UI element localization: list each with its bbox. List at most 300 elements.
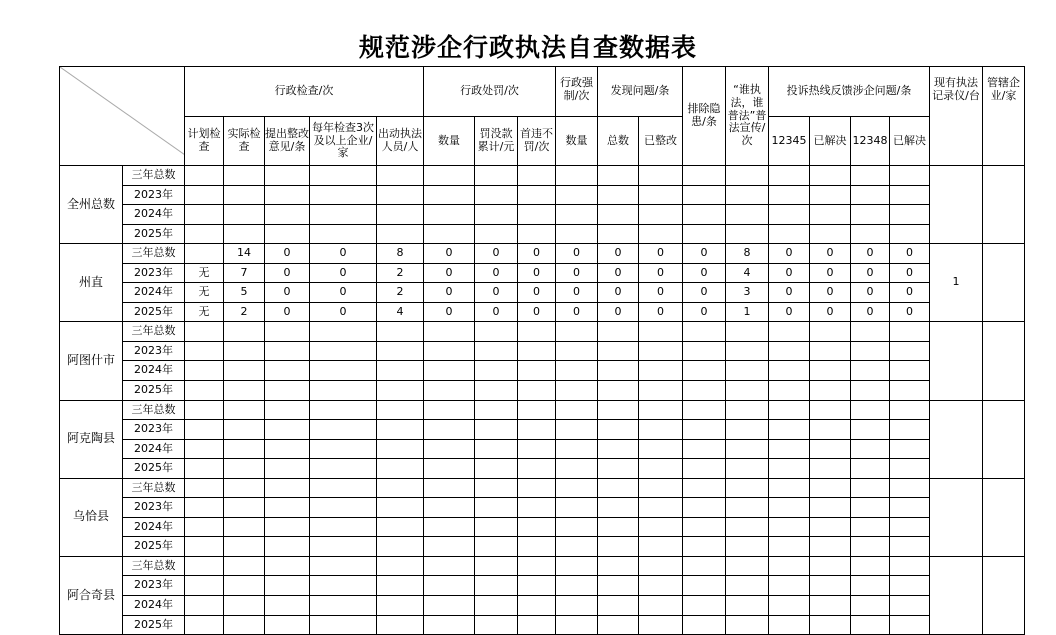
data-cell: 0 [683,283,726,303]
data-cell [683,166,726,186]
data-cell [639,596,683,616]
table-row [60,517,1025,537]
period-label: 2023年 [123,498,185,518]
data-cell [185,185,224,205]
data-cell [265,556,310,576]
data-cell [424,517,475,537]
data-cell [639,420,683,440]
data-cell [224,537,265,557]
data-cell [377,439,424,459]
data-cell [310,166,377,186]
data-cell [726,439,769,459]
data-cell [265,361,310,381]
data-cell [310,381,377,401]
data-cell [377,517,424,537]
data-cell [851,185,890,205]
data-cell [310,439,377,459]
data-cell: 0 [769,283,810,303]
data-cell [890,400,930,420]
data-cell [598,615,639,635]
data-cell [683,517,726,537]
data-cell: 0 [475,263,518,283]
header-enforcement: 行政强制/次 [556,67,598,117]
data-cell [726,498,769,518]
data-cell [851,439,890,459]
data-cell [475,517,518,537]
data-cell [265,420,310,440]
data-cell [310,341,377,361]
data-cell [890,556,930,576]
data-cell [424,420,475,440]
table-row [60,381,1025,401]
data-cell: 0 [810,263,851,283]
data-cell [424,596,475,616]
data-cell [377,166,424,186]
data-cell [185,439,224,459]
data-cell [265,459,310,479]
data-cell: 0 [265,302,310,322]
data-cell [598,596,639,616]
data-cell [310,478,377,498]
data-cell [810,576,851,596]
data-cell: 4 [726,263,769,283]
data-cell [890,361,930,381]
data-cell [556,185,598,205]
data-cell [185,322,224,342]
data-cell [639,205,683,225]
data-cell [224,381,265,401]
data-cell [598,224,639,244]
data-cell [769,537,810,557]
data-cell [810,556,851,576]
data-cell [683,185,726,205]
data-cell: 0 [639,263,683,283]
data-cell [424,185,475,205]
data-cell: 0 [265,244,310,264]
data-cell [518,459,556,479]
period-label: 2024年 [123,361,185,381]
data-cell [556,498,598,518]
data-cell: 0 [556,263,598,283]
header-fine: 罚没款累计/元 [475,117,518,166]
data-cell [810,322,851,342]
data-cell [475,205,518,225]
data-cell [424,498,475,518]
data-cell [475,341,518,361]
data-cell [556,166,598,186]
data-cell [726,556,769,576]
data-cell [890,596,930,616]
data-cell [424,478,475,498]
table-row [60,596,1025,616]
data-cell: 8 [726,244,769,264]
table-row [60,224,1025,244]
data-cell [310,224,377,244]
table-row [60,400,1025,420]
data-cell [377,361,424,381]
data-cell [377,537,424,557]
data-cell [556,224,598,244]
data-cell [475,615,518,635]
data-cell [810,400,851,420]
data-cell [639,478,683,498]
data-cell [683,459,726,479]
data-cell [598,205,639,225]
table-row [60,205,1025,225]
data-cell [424,361,475,381]
data-cell [639,185,683,205]
data-cell [810,361,851,381]
data-cell [475,166,518,186]
data-cell [265,322,310,342]
data-cell: 0 [424,244,475,264]
data-cell [683,615,726,635]
data-cell [185,576,224,596]
data-cell [769,400,810,420]
data-cell [810,517,851,537]
data-cell [769,185,810,205]
data-cell [224,205,265,225]
data-cell [518,420,556,440]
data-cell [265,400,310,420]
data-cell: 0 [769,302,810,322]
data-cell [224,556,265,576]
data-cell [598,517,639,537]
data-cell [185,556,224,576]
data-cell [769,615,810,635]
data-cell [185,459,224,479]
data-cell [639,341,683,361]
period-label: 三年总数 [123,400,185,420]
data-cell: 0 [639,302,683,322]
data-cell [810,459,851,479]
data-cell: 0 [518,283,556,303]
data-cell [639,537,683,557]
header-12348-solved: 已解决 [890,117,930,166]
data-cell [890,224,930,244]
data-cell [890,498,930,518]
enterprises-cell [983,478,1025,556]
data-cell [810,498,851,518]
data-cell [224,420,265,440]
data-cell: 0 [310,263,377,283]
data-cell [810,185,851,205]
data-cell [639,322,683,342]
data-cell [890,478,930,498]
data-cell [851,224,890,244]
data-cell [265,615,310,635]
header-pen-count: 数量 [424,117,475,166]
data-cell [851,459,890,479]
data-cell [851,615,890,635]
data-cell: 0 [310,244,377,264]
data-cell [377,556,424,576]
period-label: 2023年 [123,576,185,596]
data-cell: 0 [556,283,598,303]
data-cell [556,556,598,576]
data-cell [683,576,726,596]
data-cell [475,185,518,205]
period-label: 2024年 [123,439,185,459]
table-row [60,263,1025,283]
data-cell [475,381,518,401]
data-cell [890,166,930,186]
data-cell [424,439,475,459]
data-cell: 0 [265,283,310,303]
header-penalty-group: 行政处罚/次 [424,67,556,117]
period-label: 2025年 [123,224,185,244]
data-cell [518,166,556,186]
data-cell [224,478,265,498]
header-issue-total: 总数 [598,117,639,166]
data-cell [556,381,598,401]
data-cell [851,498,890,518]
header-12345: 12345 [769,117,810,166]
data-cell [424,205,475,225]
data-cell [639,576,683,596]
data-cell [475,576,518,596]
data-cell: 0 [890,244,930,264]
data-cell: 0 [890,283,930,303]
data-cell [810,439,851,459]
data-cell [726,517,769,537]
data-cell [518,341,556,361]
data-cell [683,381,726,401]
data-cell [265,537,310,557]
data-cell [556,459,598,479]
data-cell [726,459,769,479]
data-cell [683,322,726,342]
data-cell [683,498,726,518]
data-cell [683,556,726,576]
recorders-cell [930,166,983,244]
data-cell [639,400,683,420]
header-hotline-group: 投诉热线反馈涉企问题/条 [769,67,930,117]
region-name: 全州总数 [60,166,123,244]
data-cell: 0 [598,263,639,283]
data-cell [726,322,769,342]
period-label: 三年总数 [123,166,185,186]
table-row [60,439,1025,459]
data-cell [475,400,518,420]
header-inspection-group: 行政检查/次 [185,67,424,117]
data-cell: 0 [890,302,930,322]
table-row [60,537,1025,557]
data-cell [556,576,598,596]
data-cell [639,517,683,537]
data-cell [851,322,890,342]
data-cell [518,615,556,635]
data-cell [810,537,851,557]
period-label: 2025年 [123,615,185,635]
data-cell [726,361,769,381]
data-cell [683,341,726,361]
data-cell [769,322,810,342]
data-cell [518,224,556,244]
table-row [60,498,1025,518]
data-cell [265,517,310,537]
data-cell [475,537,518,557]
data-cell: 8 [377,244,424,264]
data-cell [556,205,598,225]
data-cell: 5 [224,283,265,303]
data-cell [475,556,518,576]
data-cell [639,381,683,401]
data-cell [851,341,890,361]
data-cell [598,166,639,186]
data-cell: 0 [890,263,930,283]
data-cell [598,459,639,479]
data-cell [851,596,890,616]
data-cell [726,420,769,440]
data-cell [310,459,377,479]
data-cell: 0 [683,263,726,283]
period-label: 2024年 [123,283,185,303]
table-row [60,185,1025,205]
data-cell [810,205,851,225]
data-cell [377,185,424,205]
data-cell [518,185,556,205]
data-cell [851,517,890,537]
enterprises-cell [983,556,1025,634]
data-cell [224,615,265,635]
data-cell: 0 [310,302,377,322]
data-cell: 0 [424,283,475,303]
data-cell [890,381,930,401]
data-cell [424,341,475,361]
data-cell [851,420,890,440]
data-cell [475,498,518,518]
header-first-no: 首违不罚/次 [518,117,556,166]
data-cell [310,400,377,420]
data-cell [224,596,265,616]
data-cell [185,498,224,518]
data-cell [851,361,890,381]
data-cell [265,576,310,596]
table-row [60,341,1025,361]
data-cell [265,224,310,244]
data-cell [769,576,810,596]
data-cell [890,420,930,440]
data-cell [810,420,851,440]
table-row [60,556,1025,576]
data-cell [890,341,930,361]
data-cell: 0 [556,302,598,322]
data-cell [424,224,475,244]
data-cell [556,439,598,459]
data-cell: 无 [185,263,224,283]
data-cell [639,498,683,518]
data-cell [224,341,265,361]
data-cell [310,517,377,537]
data-cell [598,400,639,420]
recorders-cell [930,478,983,556]
data-cell [310,185,377,205]
data-cell [556,322,598,342]
data-cell [851,205,890,225]
data-cell [224,459,265,479]
data-cell [310,420,377,440]
data-cell [769,498,810,518]
period-label: 2025年 [123,537,185,557]
data-cell [810,341,851,361]
table-row [60,322,1025,342]
data-cell: 0 [851,302,890,322]
data-cell [377,576,424,596]
data-cell: 0 [598,244,639,264]
data-cell [556,517,598,537]
period-label: 三年总数 [123,244,185,264]
data-cell [769,361,810,381]
data-cell [890,537,930,557]
data-cell [726,185,769,205]
data-cell [639,615,683,635]
data-cell [224,361,265,381]
table-row [60,283,1025,303]
data-cell [424,459,475,479]
data-cell [769,341,810,361]
data-cell [185,166,224,186]
region-name: 阿图什市 [60,322,123,400]
data-cell [310,615,377,635]
data-cell [683,596,726,616]
data-cell [377,615,424,635]
data-cell [556,420,598,440]
data-cell [683,400,726,420]
table-row [60,459,1025,479]
header-thrice: 每年检查3次及以上企业/家 [310,117,377,166]
data-cell [377,459,424,479]
data-cell [556,615,598,635]
data-cell [769,517,810,537]
data-cell [475,322,518,342]
data-cell [639,556,683,576]
data-cell: 4 [377,302,424,322]
data-cell: 0 [683,244,726,264]
period-label: 三年总数 [123,478,185,498]
data-cell [851,556,890,576]
enterprises-cell [983,322,1025,400]
data-cell: 无 [185,283,224,303]
data-cell [810,596,851,616]
data-cell [890,459,930,479]
data-cell [851,537,890,557]
page-title: 规范涉企行政执法自查数据表 [358,33,697,62]
data-cell [185,478,224,498]
data-cell [310,556,377,576]
data-cell [475,478,518,498]
data-cell [683,478,726,498]
data-cell [890,322,930,342]
table-row [60,420,1025,440]
data-cell [726,478,769,498]
period-label: 三年总数 [123,322,185,342]
data-cell: 7 [224,263,265,283]
data-cell: 0 [475,283,518,303]
data-cell [851,400,890,420]
data-cell: 2 [224,302,265,322]
table-row [60,302,1025,322]
data-cell [769,166,810,186]
data-cell [598,361,639,381]
period-label: 三年总数 [123,556,185,576]
data-cell [726,224,769,244]
data-cell [726,537,769,557]
data-cell [726,615,769,635]
header-rectify: 提出整改意见/条 [265,117,310,166]
data-cell [556,537,598,557]
data-cell [810,478,851,498]
